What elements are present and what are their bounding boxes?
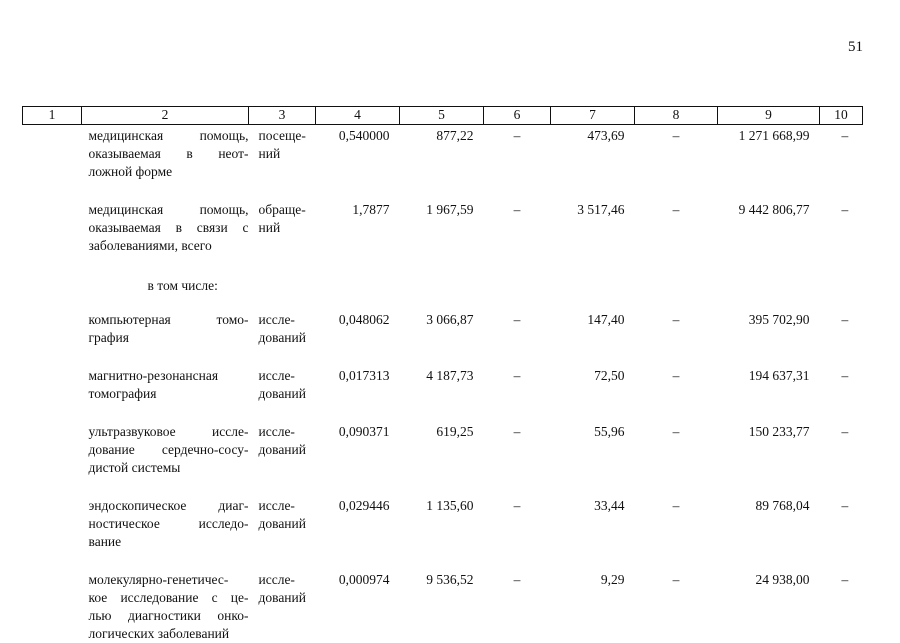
total-cost-cell: 24 938,00 bbox=[718, 569, 820, 643]
volume-cell: 0,000974 bbox=[316, 569, 400, 643]
total-cost-cell: 194 637,31 bbox=[718, 365, 820, 403]
column-6-cell: – bbox=[484, 365, 551, 403]
column-header-row bbox=[23, 107, 863, 125]
unit-cell bbox=[249, 569, 316, 643]
service-name bbox=[89, 311, 249, 347]
table-row bbox=[23, 199, 863, 255]
column-10-cell: – bbox=[820, 569, 863, 643]
column-header: 7 bbox=[551, 107, 635, 125]
column-10-cell: – bbox=[820, 125, 863, 182]
row-number-cell bbox=[23, 199, 82, 255]
row-spacer bbox=[23, 347, 863, 365]
row-spacer-cell bbox=[23, 477, 863, 495]
column-10-cell: – bbox=[820, 495, 863, 551]
cost-per-unit-cell: 1 135,60 bbox=[400, 495, 484, 551]
row-spacer bbox=[23, 255, 863, 275]
total-cost-cell: 89 768,04 bbox=[718, 495, 820, 551]
column-8-cell: – bbox=[635, 569, 718, 643]
cost-per-unit-cell: 1 967,59 bbox=[400, 199, 484, 255]
column-6-cell: – bbox=[484, 199, 551, 255]
service-name-cell bbox=[82, 309, 249, 347]
service-name bbox=[89, 127, 249, 181]
row-number-cell bbox=[23, 421, 82, 477]
column-6-cell: – bbox=[484, 309, 551, 347]
per-capita-cell: 473,69 bbox=[551, 125, 635, 182]
table-row bbox=[23, 569, 863, 643]
table-row bbox=[23, 365, 863, 403]
column-header: 8 bbox=[635, 107, 718, 125]
table-row bbox=[23, 309, 863, 347]
service-name-line: томография bbox=[89, 385, 249, 403]
unit-line: ний bbox=[259, 219, 316, 237]
cost-per-unit-cell: 619,25 bbox=[400, 421, 484, 477]
total-cost-cell: 1 271 668,99 bbox=[718, 125, 820, 182]
column-10-cell: – bbox=[820, 421, 863, 477]
column-header: 10 bbox=[820, 107, 863, 125]
cost-per-unit-cell: 3 066,87 bbox=[400, 309, 484, 347]
unit-line: дований bbox=[259, 329, 316, 347]
column-10-cell: – bbox=[820, 309, 863, 347]
cost-per-unit-cell: 9 536,52 bbox=[400, 569, 484, 643]
empty-cell bbox=[23, 275, 82, 295]
page-number: 51 bbox=[848, 38, 863, 56]
table-row bbox=[23, 495, 863, 551]
row-spacer-cell bbox=[23, 347, 863, 365]
row-spacer bbox=[23, 295, 863, 309]
row-spacer bbox=[23, 551, 863, 569]
row-spacer bbox=[23, 181, 863, 199]
row-spacer-cell bbox=[23, 551, 863, 569]
unit-line: дований bbox=[259, 589, 316, 607]
service-name-line: вание bbox=[89, 533, 249, 551]
service-name-line: логических заболеваний bbox=[89, 625, 249, 643]
row-spacer-cell bbox=[23, 255, 863, 275]
column-8-cell: – bbox=[635, 365, 718, 403]
column-header: 6 bbox=[484, 107, 551, 125]
unit-cell bbox=[249, 365, 316, 403]
column-8-cell: – bbox=[635, 125, 718, 182]
unit-cell bbox=[249, 309, 316, 347]
service-name-cell bbox=[82, 569, 249, 643]
column-8-cell: – bbox=[635, 309, 718, 347]
row-spacer-cell bbox=[23, 295, 863, 309]
row-spacer bbox=[23, 477, 863, 495]
per-capita-cell: 9,29 bbox=[551, 569, 635, 643]
unit-cell bbox=[249, 125, 316, 182]
column-6-cell: – bbox=[484, 495, 551, 551]
row-spacer bbox=[23, 403, 863, 421]
volume-cell: 1,7877 bbox=[316, 199, 400, 255]
per-capita-cell: 33,44 bbox=[551, 495, 635, 551]
cost-per-unit-cell: 4 187,73 bbox=[400, 365, 484, 403]
volume-cell: 0,540000 bbox=[316, 125, 400, 182]
table-body bbox=[23, 125, 863, 643]
cost-per-unit-cell: 877,22 bbox=[400, 125, 484, 182]
table-row bbox=[23, 125, 863, 182]
service-name-cell bbox=[82, 125, 249, 182]
service-name-line: молекулярно-генетичес- bbox=[89, 571, 249, 589]
table-subtitle-row bbox=[23, 275, 863, 295]
column-header: 5 bbox=[400, 107, 484, 125]
unit-line: обраще- bbox=[259, 201, 316, 219]
row-spacer-cell bbox=[23, 403, 863, 421]
service-name-line: лью диагностики онко- bbox=[89, 607, 249, 625]
unit-line: посеще- bbox=[259, 127, 316, 145]
row-number-cell bbox=[23, 309, 82, 347]
column-8-cell: – bbox=[635, 421, 718, 477]
column-header: 9 bbox=[718, 107, 820, 125]
service-name bbox=[89, 201, 249, 255]
per-capita-cell: 55,96 bbox=[551, 421, 635, 477]
service-name-line: компьютерная томо- bbox=[89, 311, 249, 329]
service-name-line: медицинская помощь, bbox=[89, 127, 249, 145]
service-name-cell bbox=[82, 199, 249, 255]
volume-cell: 0,029446 bbox=[316, 495, 400, 551]
data-table bbox=[22, 106, 863, 643]
volume-cell: 0,090371 bbox=[316, 421, 400, 477]
volume-cell: 0,048062 bbox=[316, 309, 400, 347]
unit-line: иссле- bbox=[259, 423, 316, 441]
row-number-cell bbox=[23, 495, 82, 551]
service-name-line: оказываемая в связи с bbox=[89, 219, 249, 237]
service-name-line: дистой системы bbox=[89, 459, 249, 477]
service-name bbox=[89, 497, 249, 551]
service-name-line: графия bbox=[89, 329, 249, 347]
service-name-line: медицинская помощь, bbox=[89, 201, 249, 219]
unit-line: дований bbox=[259, 515, 316, 533]
total-cost-cell: 9 442 806,77 bbox=[718, 199, 820, 255]
service-name-line: эндоскопическое диаг- bbox=[89, 497, 249, 515]
unit-line: иссле- bbox=[259, 367, 316, 385]
service-name bbox=[89, 571, 249, 643]
service-name-line: ложной форме bbox=[89, 163, 249, 181]
unit-cell bbox=[249, 495, 316, 551]
table-row bbox=[23, 421, 863, 477]
column-6-cell: – bbox=[484, 125, 551, 182]
table-subtitle: в том числе: bbox=[82, 275, 863, 295]
per-capita-cell: 3 517,46 bbox=[551, 199, 635, 255]
row-number-cell bbox=[23, 569, 82, 643]
unit-line: иссле- bbox=[259, 497, 316, 515]
unit-cell bbox=[249, 199, 316, 255]
per-capita-cell: 147,40 bbox=[551, 309, 635, 347]
service-name bbox=[89, 423, 249, 477]
volume-cell: 0,017313 bbox=[316, 365, 400, 403]
column-header: 1 bbox=[23, 107, 82, 125]
unit-line: дований bbox=[259, 385, 316, 403]
service-name bbox=[89, 367, 249, 403]
column-8-cell: – bbox=[635, 199, 718, 255]
unit-line: иссле- bbox=[259, 571, 316, 589]
unit-line: ний bbox=[259, 145, 316, 163]
unit-line: дований bbox=[259, 441, 316, 459]
service-name-line: заболеваниями, всего bbox=[89, 237, 249, 255]
total-cost-cell: 395 702,90 bbox=[718, 309, 820, 347]
column-header: 3 bbox=[249, 107, 316, 125]
service-name-cell bbox=[82, 495, 249, 551]
column-10-cell: – bbox=[820, 199, 863, 255]
column-6-cell: – bbox=[484, 569, 551, 643]
column-6-cell: – bbox=[484, 421, 551, 477]
unit-line: иссле- bbox=[259, 311, 316, 329]
service-name-line: магнитно-резонансная bbox=[89, 367, 249, 385]
service-name-line: ностическое исследо- bbox=[89, 515, 249, 533]
service-name-line: кое исследование с це- bbox=[89, 589, 249, 607]
column-8-cell: – bbox=[635, 495, 718, 551]
service-name-cell bbox=[82, 421, 249, 477]
column-10-cell: – bbox=[820, 365, 863, 403]
service-name-line: дование сердечно-сосу- bbox=[89, 441, 249, 459]
service-name-line: ультразвуковое иссле- bbox=[89, 423, 249, 441]
total-cost-cell: 150 233,77 bbox=[718, 421, 820, 477]
row-spacer-cell bbox=[23, 181, 863, 199]
column-header: 2 bbox=[82, 107, 249, 125]
column-header: 4 bbox=[316, 107, 400, 125]
row-number-cell bbox=[23, 125, 82, 182]
unit-cell bbox=[249, 421, 316, 477]
service-name-line: оказываемая в неот- bbox=[89, 145, 249, 163]
row-number-cell bbox=[23, 365, 82, 403]
service-name-cell bbox=[82, 365, 249, 403]
per-capita-cell: 72,50 bbox=[551, 365, 635, 403]
